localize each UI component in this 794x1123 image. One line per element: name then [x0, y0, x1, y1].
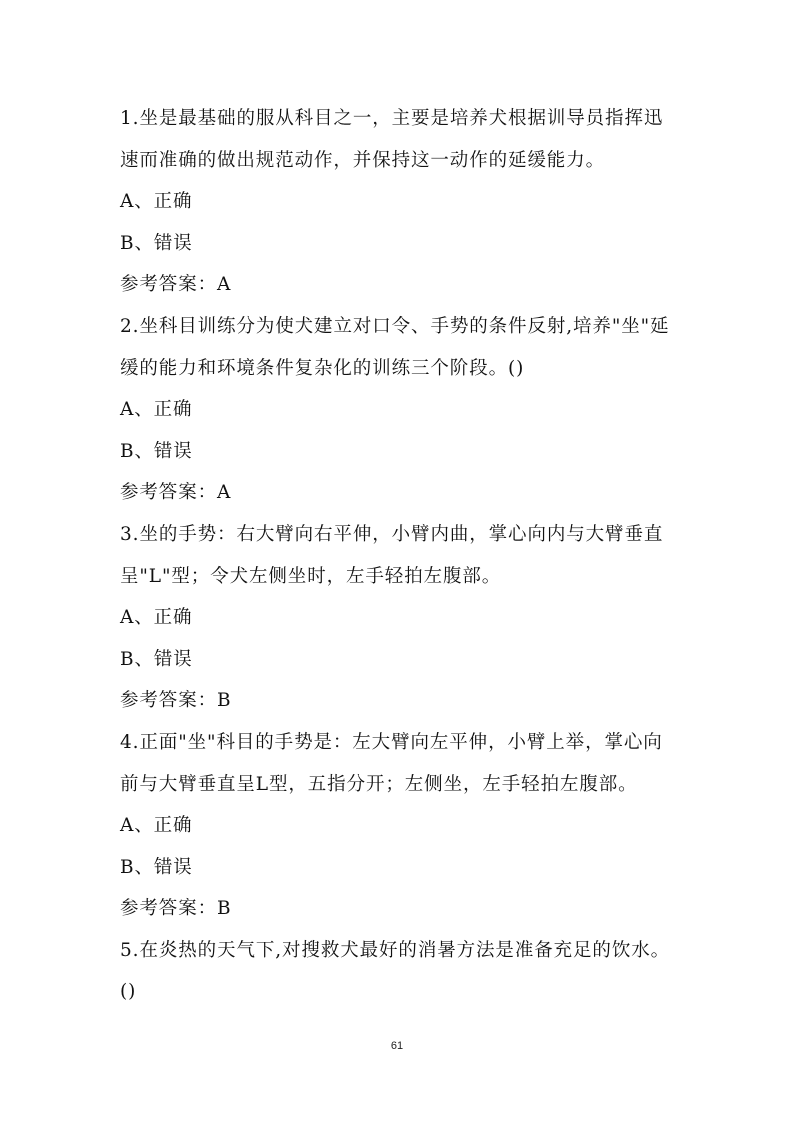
question-3-answer: 参考答案：B: [120, 690, 232, 712]
question-5-line-2: (): [120, 981, 137, 1003]
page-number: 61: [390, 1040, 404, 1052]
question-4-line-2: 前与大臂垂直呈L型，五指分开；左侧坐，左手轻拍左腹部。: [120, 773, 638, 795]
question-2-option-b: B、错误: [120, 440, 193, 462]
question-2-option-a: A、正确: [120, 399, 193, 421]
question-2-line-1: 2.坐科目训练分为使犬建立对口令、手势的条件反射,培养"坐"延: [120, 315, 670, 337]
question-4-option-b: B、错误: [120, 856, 193, 878]
question-3-option-b: B、错误: [120, 648, 193, 670]
question-list: [120, 98, 680, 1013]
question-5-line-1: 5.在炎热的天气下,对搜救犬最好的消暑方法是准备充足的饮水。: [120, 939, 671, 961]
question-1-option-b: B、错误: [120, 232, 193, 254]
question-1-option-a: A、正确: [120, 191, 193, 213]
question-2-line-2: 缓的能力和环境条件复杂化的训练三个阶段。(): [120, 357, 525, 379]
question-1-line-2: 速而准确的做出规范动作，并保持这一动作的延缓能力。: [120, 149, 606, 171]
question-3-option-a: A、正确: [120, 607, 193, 629]
question-3-line-2: 呈"L"型；令犬左侧坐时，左手轻拍左腹部。: [120, 565, 502, 587]
question-3-line-1: 3.坐的手势：右大臂向右平伸，小臂内曲，掌心向内与大臂垂直: [120, 523, 664, 545]
question-4-answer: 参考答案：B: [120, 898, 232, 920]
question-1-line-1: 1.坐是最基础的服从科目之一，主要是培养犬根据训导员指挥迅: [120, 108, 664, 129]
question-1-answer: 参考答案：A: [120, 274, 232, 296]
question-2-answer: 参考答案：A: [120, 482, 232, 504]
question-4-line-1: 4.正面"坐"科目的手势是：左大臂向左平伸，小臂上举，掌心向: [120, 731, 663, 753]
question-4-option-a: A、正确: [120, 815, 193, 837]
